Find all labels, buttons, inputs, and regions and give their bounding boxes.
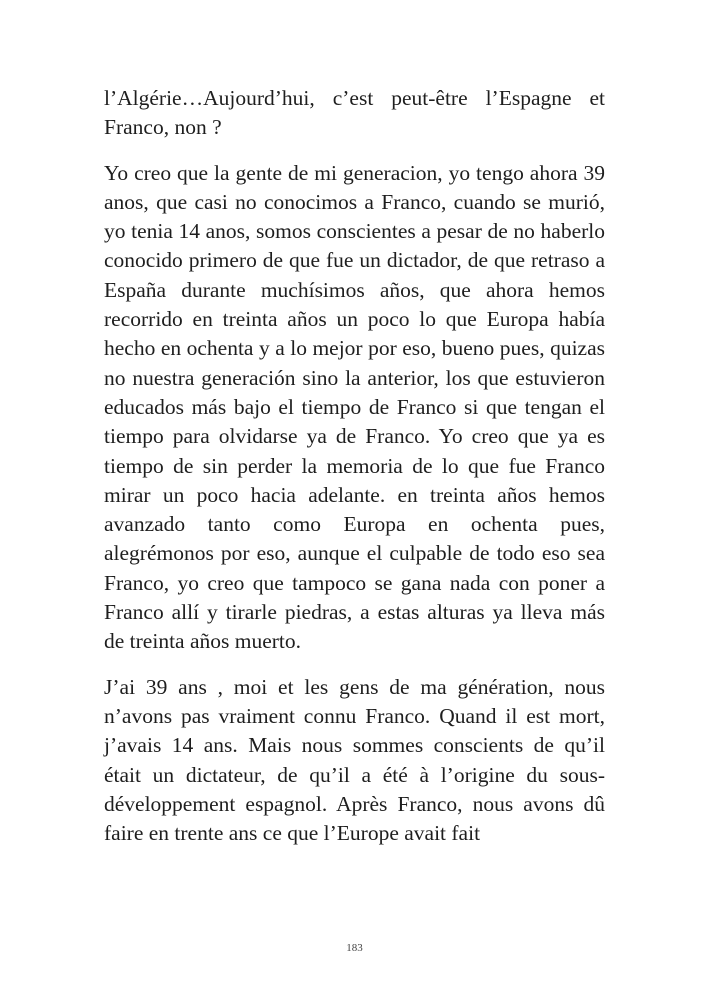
page-body xyxy=(104,84,605,864)
paragraph-french-question: l’Algérie…Aujourd’hui, c’est peut-être l’Espagne et Franco, non ? xyxy=(104,86,605,140)
paragraph-spanish-answer: Yo creo que la gente de mi generacion, yo tengo ahora 39 anos, que casi no conocimos a Franco, cuando se murió, yo tenia 14 anos, somos conscientes a pesar de no haberlo conocido primero de que fue un dictador, de que retraso a España durante muchísimos años, que ahora hemos recorrido en treinta años un poco lo que Europa había hecho en ochenta y a lo mejor por eso, bueno pues, quizas no nuestra generación sino la anterior, los que estuvieron educados más bajo el tiempo de Franco si que tengan el tiempo para olvidarse ya de Franco. Yo creo que ya es tiempo de sin perder la memoria de lo que fue Franco mirar un poco hacia adelante. en treinta años hemos avanzado tanto como Europa en ochenta pues, alegrémonos por eso, aunque el culpable de todo eso sea Franco, yo creo que tampoco se gana nada con poner a Franco allí y tirarle piedras, a estas alturas ya lleva más de treinta años muerto. xyxy=(104,160,605,654)
paragraph-french-translation: J’ai 39 ans , moi et les gens de ma génération, nous n’avons pas vraiment connu Franco. Quand il est mort, j’avais 14 ans. Mais nous sommes conscients de qu’il était un dictateur, de qu’il a été à l’origine du sous-développement espagnol. Après Franco, nous avons dû faire en trente ans ce que l’Europe avait fait xyxy=(104,674,605,846)
page-number: 183 xyxy=(346,942,363,954)
